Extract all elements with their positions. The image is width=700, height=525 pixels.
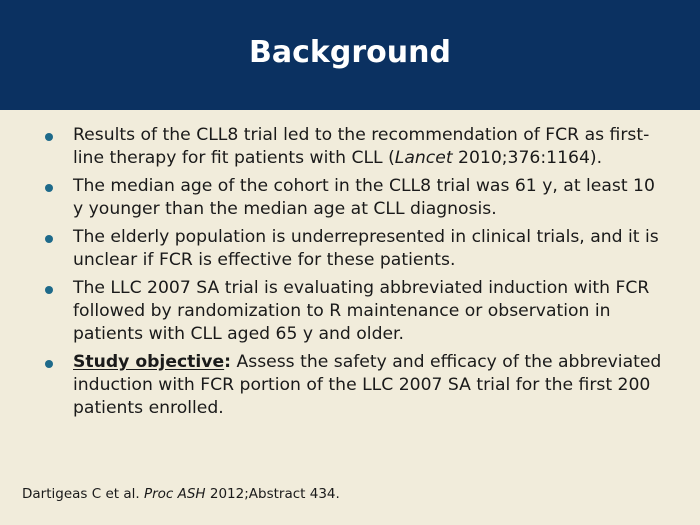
bullet-dot-icon — [45, 286, 53, 294]
citation-authors: Dartigeas C et al. — [22, 486, 144, 502]
slide-title: Background — [249, 34, 451, 70]
bullet-text: The median age of the cohort in the CLL8 trial was 61 y, at least 10 y younger than the median age at CLL diagnosis. — [73, 176, 655, 219]
bullet-list — [44, 124, 664, 425]
citation — [22, 486, 340, 502]
bullet-dot-icon — [45, 184, 53, 192]
bullet-item-objective — [44, 351, 664, 420]
bullet-item — [44, 175, 664, 221]
title-bar — [0, 0, 700, 110]
bullet-dot-icon — [45, 235, 53, 243]
bullet-text: Assess the safety and efficacy of the abbreviated induction with FCR portion of the LLC 2007 SA trial for the first 200 patients enrolled. — [73, 352, 662, 418]
study-objective-label: Study objective — [73, 352, 225, 372]
citation-journal: Proc ASH — [143, 486, 206, 502]
bullet-dot-icon — [45, 360, 53, 368]
bullet-text: The elderly population is underrepresented in clinical trials, and it is unclear if FCR is effective for these patients. — [73, 227, 659, 270]
objective-colon: : — [224, 352, 232, 372]
bullet-text-end: 2010;376:1164). — [452, 148, 603, 168]
bullet-item — [44, 124, 664, 170]
bullet-item — [44, 226, 664, 272]
citation-details: 2012;Abstract 434. — [205, 486, 340, 502]
bullet-item — [44, 277, 664, 346]
bullet-text: The LLC 2007 SA trial is evaluating abbreviated induction with FCR followed by randomization to R maintenance or observation in patients with CLL aged 65 y and older. — [73, 278, 650, 344]
journal-name: Lancet — [394, 148, 453, 168]
bullet-text: Results of the CLL8 trial led to the recommendation of FCR as first-line therapy for fit patients with CLL ( — [73, 125, 650, 168]
bullet-dot-icon — [45, 133, 53, 141]
